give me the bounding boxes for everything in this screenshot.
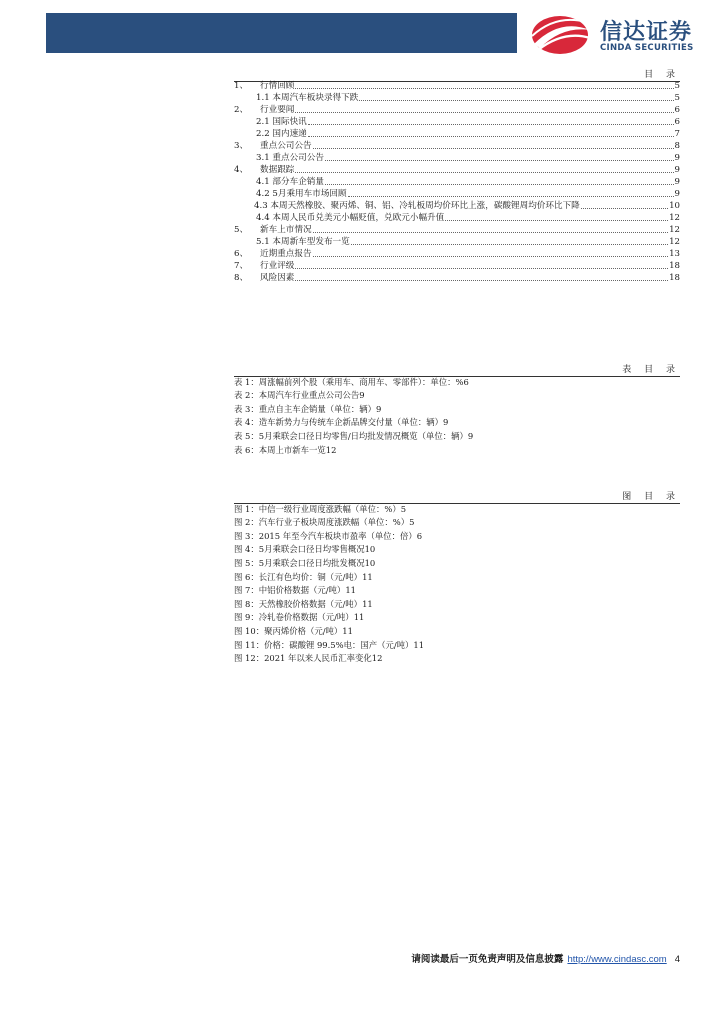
toc-entry-label bbox=[234, 176, 324, 188]
toc-entry-text: 重点公司公告 bbox=[260, 141, 312, 151]
page-number: 4 bbox=[674, 954, 680, 965]
toc-entry-label bbox=[234, 236, 350, 248]
figure-entry[interactable] bbox=[234, 543, 680, 557]
toc-entry-text: 4.4 本周人民币兑美元小幅贬值，兑欧元小幅升值 bbox=[256, 213, 445, 223]
toc-entry-text: 4.3 本周天然橡胶、聚丙烯、铜、铝、冷轧板周均价环比上涨，碳酸锂周均价环比下降 bbox=[254, 201, 580, 211]
toc-entry-page: 9 bbox=[674, 189, 680, 199]
toc-entry-number: 2、 bbox=[234, 105, 249, 115]
figure-entry-label bbox=[234, 571, 362, 584]
toc-entry-page: 18 bbox=[669, 261, 680, 271]
toc-entry-label bbox=[234, 164, 294, 176]
toc-entry-page: 12 bbox=[669, 225, 680, 235]
figure-entry-text: 图 10：聚丙烯价格（元/吨） bbox=[234, 625, 343, 636]
figure-entry[interactable] bbox=[234, 556, 680, 570]
figure-entry[interactable] bbox=[234, 516, 680, 530]
figure-entry-page: 10 bbox=[364, 544, 376, 555]
toc-entry-label bbox=[234, 212, 444, 224]
dot-leader bbox=[295, 268, 668, 269]
toc-entry[interactable] bbox=[234, 116, 680, 128]
logo-mark-icon bbox=[530, 14, 592, 56]
toc-entry-label bbox=[234, 272, 294, 284]
figure-entry-page: 12 bbox=[371, 653, 383, 664]
figure-entry[interactable] bbox=[234, 624, 680, 638]
table-entry-page: 9 bbox=[376, 403, 382, 414]
figure-entry-text: 图 9：冷轧卷价格数据（元/吨） bbox=[234, 612, 354, 623]
disclaimer-text: 请阅读最后一页免责声明及信息披露 bbox=[411, 954, 564, 965]
table-entry[interactable] bbox=[234, 429, 680, 443]
figure-entry[interactable] bbox=[234, 502, 680, 516]
dot-leader bbox=[359, 100, 673, 101]
toc-list bbox=[234, 80, 680, 284]
toc-entry-label bbox=[234, 140, 312, 152]
toc-entry-label bbox=[234, 224, 312, 236]
logo-text-cn: 信达证券 bbox=[600, 20, 693, 45]
toc-entry-text: 近期重点报告 bbox=[260, 249, 312, 259]
table-entry-text: 表 4：造车新势力与传统车企新品牌交付量（单位：辆） bbox=[234, 417, 443, 428]
table-entry[interactable] bbox=[234, 416, 680, 430]
header-band bbox=[46, 13, 517, 53]
figure-entry-label bbox=[234, 530, 417, 543]
dot-leader bbox=[295, 112, 673, 113]
figure-entry-page: 5 bbox=[400, 503, 407, 514]
figure-entry-label bbox=[234, 639, 413, 652]
toc-entry-text: 1.1 本周汽车板块录得下跌 bbox=[256, 93, 359, 103]
toc-entry-label bbox=[234, 248, 312, 260]
dot-leader bbox=[348, 196, 674, 197]
figure-entry-page: 11 bbox=[362, 571, 373, 582]
dot-leader bbox=[325, 184, 674, 185]
toc-entry-page: 6 bbox=[674, 117, 680, 127]
toc-entry-label bbox=[234, 152, 324, 164]
toc-entry-page: 12 bbox=[669, 237, 680, 247]
figure-entry-label bbox=[234, 598, 362, 611]
toc-entry-page: 8 bbox=[674, 141, 680, 151]
figure-entry[interactable] bbox=[234, 638, 680, 652]
toc-entry-label bbox=[234, 260, 294, 272]
toc-entry[interactable] bbox=[234, 164, 680, 176]
figure-entry[interactable] bbox=[234, 529, 680, 543]
figure-entry-page: 11 bbox=[345, 585, 356, 596]
figure-entry-text: 图 4：5月乘联会口径日均零售概况 bbox=[234, 544, 365, 555]
tables-list bbox=[234, 375, 680, 457]
toc-entry-page: 18 bbox=[669, 273, 680, 283]
figure-entry-text: 图 3：2015 年至今汽车板块市盈率（单位：倍） bbox=[234, 530, 417, 541]
toc-entry[interactable] bbox=[234, 92, 680, 104]
figure-entry-text: 图 8：天然橡胶价格数据（元/吨） bbox=[234, 598, 363, 609]
figure-entry-label bbox=[234, 543, 365, 556]
toc-entry-page: 9 bbox=[674, 177, 680, 187]
dot-leader bbox=[313, 256, 668, 257]
dot-leader bbox=[295, 88, 673, 89]
page-footer bbox=[411, 951, 680, 965]
toc-entry-page: 10 bbox=[669, 201, 680, 211]
toc-entry-text: 风险因素 bbox=[260, 273, 295, 283]
website-link[interactable]: http://www.cindasc.com bbox=[567, 954, 667, 965]
figure-entry-page: 10 bbox=[364, 557, 376, 568]
toc-entry-number: 5、 bbox=[234, 225, 249, 235]
toc-entry-text: 行情回顾 bbox=[260, 81, 295, 91]
toc-entry-number: 3、 bbox=[234, 141, 249, 151]
toc-entry[interactable] bbox=[234, 128, 680, 140]
table-entry-page: 9 bbox=[443, 417, 449, 428]
toc-entry-number: 6、 bbox=[234, 249, 249, 259]
toc-entry[interactable] bbox=[234, 272, 680, 284]
toc-title: 目 录 bbox=[644, 70, 680, 80]
figure-entry-label bbox=[234, 503, 401, 516]
dot-leader bbox=[313, 148, 674, 149]
table-entry-page: 12 bbox=[325, 444, 337, 455]
toc-entry-label bbox=[234, 116, 307, 128]
toc-entry-text: 行业评级 bbox=[260, 261, 295, 271]
toc-entry[interactable] bbox=[234, 80, 680, 92]
figure-entry-label bbox=[234, 584, 345, 597]
toc-entry-page: 9 bbox=[674, 153, 680, 163]
toc-entry[interactable] bbox=[234, 200, 680, 212]
figure-entry-label bbox=[234, 611, 354, 624]
toc-entry[interactable] bbox=[234, 152, 680, 164]
figure-entry-label bbox=[234, 557, 365, 570]
dot-leader bbox=[325, 160, 674, 161]
table-entry-page: 6 bbox=[463, 376, 469, 387]
toc-entry[interactable] bbox=[234, 212, 680, 224]
toc-entry-text: 4.2 5月乘用车市场回顾 bbox=[256, 189, 347, 199]
toc-entry-label bbox=[234, 80, 294, 92]
table-entry-text: 表 3：重点自主车企销量（单位：辆） bbox=[234, 403, 376, 414]
dot-leader bbox=[295, 172, 673, 173]
table-entry-label bbox=[234, 430, 468, 443]
toc-entry-text: 新车上市情况 bbox=[260, 225, 312, 235]
toc-entry-number: 8、 bbox=[234, 273, 249, 283]
cinda-logo bbox=[530, 14, 710, 56]
table-entry-text: 表 2：本周汽车行业重点公司公告 bbox=[234, 390, 360, 401]
figure-entry[interactable] bbox=[234, 611, 680, 625]
logo-text-en: CINDA SECURITIES bbox=[600, 43, 694, 53]
dot-leader bbox=[581, 208, 668, 209]
figure-entry-page: 6 bbox=[416, 530, 423, 541]
table-entry-text: 表 1：周涨幅前列个股（乘用车、商用车、零部件）：单位：% bbox=[234, 376, 464, 387]
table-entry-label bbox=[234, 444, 326, 457]
toc-entry-page: 6 bbox=[674, 105, 680, 115]
dot-leader bbox=[308, 136, 674, 137]
toc-entry-number: 1、 bbox=[234, 81, 249, 91]
toc-entry[interactable] bbox=[234, 224, 680, 236]
dot-leader bbox=[313, 232, 668, 233]
toc-entry[interactable] bbox=[234, 140, 680, 152]
toc-entry-number: 7、 bbox=[234, 261, 249, 271]
table-entry[interactable] bbox=[234, 402, 680, 416]
table-entry[interactable] bbox=[234, 443, 680, 457]
figure-entry-text: 图 5：5月乘联会口径日均批发概况 bbox=[234, 557, 365, 568]
toc-entry-number: 4、 bbox=[234, 165, 249, 175]
toc-entry-label bbox=[234, 128, 307, 140]
toc-entry-text: 数据跟踪 bbox=[260, 165, 295, 175]
table-entry-label bbox=[234, 389, 359, 402]
figures-list bbox=[234, 502, 680, 665]
toc-entry-text: 5.1 本周新车型发布一览 bbox=[256, 237, 350, 247]
dot-leader bbox=[308, 124, 674, 125]
table-entry-label bbox=[234, 376, 464, 389]
dot-leader bbox=[295, 280, 668, 281]
tables-title: 表 目 录 bbox=[622, 365, 680, 375]
toc-entry-page: 13 bbox=[669, 249, 680, 259]
figure-entry-page: 11 bbox=[342, 625, 353, 636]
toc-entry-label bbox=[234, 188, 347, 200]
table-entry[interactable] bbox=[234, 375, 680, 389]
figure-entry-text: 图 7：中铝价格数据（元/吨） bbox=[234, 585, 346, 596]
figure-entry-label bbox=[234, 652, 372, 665]
toc-entry-label bbox=[234, 104, 294, 116]
table-entry-text: 表 5：5月乘联会口径日均零售/日均批发情况概览（单位：辆） bbox=[234, 430, 468, 441]
toc-entry[interactable] bbox=[234, 248, 680, 260]
table-entry-page: 9 bbox=[359, 390, 365, 401]
figure-entry[interactable] bbox=[234, 584, 680, 598]
figure-entry[interactable] bbox=[234, 597, 680, 611]
toc-entry[interactable] bbox=[234, 188, 680, 200]
toc-entry-label bbox=[234, 92, 358, 104]
toc-entry-page: 12 bbox=[669, 213, 680, 223]
toc-entry-page: 5 bbox=[674, 93, 680, 103]
figure-entry-page: 11 bbox=[353, 612, 365, 623]
dot-leader bbox=[351, 244, 668, 245]
toc-entry-text: 2.1 国际快讯 bbox=[256, 117, 307, 127]
toc-entry[interactable] bbox=[234, 260, 680, 272]
toc-entry-page: 7 bbox=[674, 129, 680, 139]
toc-entry-text: 3.1 重点公司公告 bbox=[256, 153, 324, 163]
table-entry-label bbox=[234, 416, 443, 429]
table-entry[interactable] bbox=[234, 389, 680, 403]
toc-entry-page: 5 bbox=[674, 81, 680, 91]
toc-entry-page: 9 bbox=[674, 165, 680, 175]
table-entry-label bbox=[234, 403, 376, 416]
toc-entry[interactable] bbox=[234, 176, 680, 188]
figure-entry[interactable] bbox=[234, 652, 680, 666]
figure-entry-text: 图 12：2021 年以来人民币汇率变化 bbox=[234, 653, 372, 664]
figure-entry-text: 图 2：汽车行业子板块周度涨跌幅（单位：%） bbox=[234, 517, 410, 528]
toc-entry-text: 4.1 部分车企销量 bbox=[256, 177, 324, 187]
figure-entry-page: 11 bbox=[362, 598, 373, 609]
table-entry-text: 表 6：本周上市新车一览 bbox=[234, 444, 326, 455]
figures-title: 图 目 录 bbox=[622, 492, 680, 502]
figure-entry-page: 5 bbox=[409, 517, 415, 528]
figure-entry-label bbox=[234, 516, 409, 529]
figure-entry-page: 11 bbox=[413, 639, 425, 650]
figure-entry-text: 图 6：长江有色均价：铜（元/吨） bbox=[234, 571, 363, 582]
figure-entry[interactable] bbox=[234, 570, 680, 584]
toc-entry[interactable] bbox=[234, 236, 680, 248]
toc-entry-text: 2.2 国内速递 bbox=[256, 129, 307, 139]
toc-entry-text: 行业要闻 bbox=[260, 105, 295, 115]
figure-entry-text: 图 1：中信一级行业周度涨跌幅（单位：%） bbox=[234, 503, 401, 514]
figure-entry-text: 图 11：价格：碳酸锂 99.5%电：国产（元/吨） bbox=[234, 639, 414, 650]
table-entry-page: 9 bbox=[467, 430, 474, 441]
toc-entry-label bbox=[234, 200, 580, 212]
figure-entry-label bbox=[234, 625, 342, 638]
dot-leader bbox=[445, 220, 668, 221]
toc-entry[interactable] bbox=[234, 104, 680, 116]
